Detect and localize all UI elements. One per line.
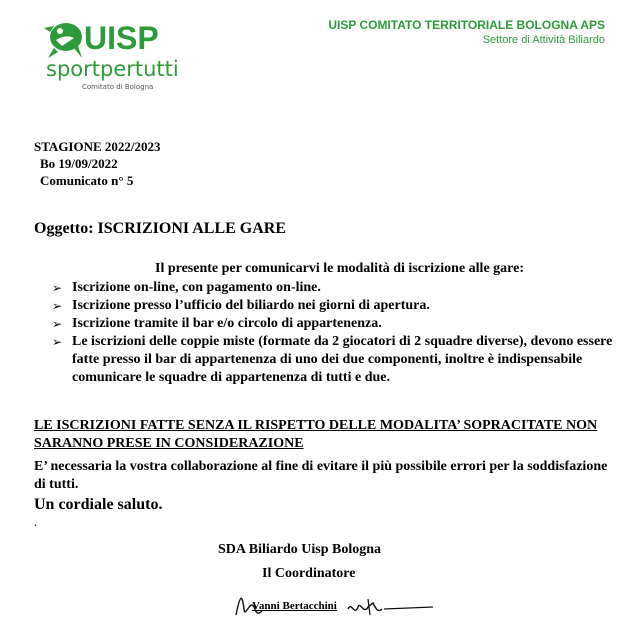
list-item-text: Iscrizione on-line, con pagamento on-line. [72,280,321,295]
list-item [52,297,612,315]
arrow-bullet-icon: ➢ [52,317,63,331]
arrow-bullet-icon: ➢ [52,281,63,295]
org-name: UISP COMITATO TERRITORIALE BOLOGNA APS [328,18,605,32]
organisation-header [328,18,605,47]
logo-tagline: sportpertutti [46,57,179,81]
registration-modes-list [52,279,612,387]
signatory-name: Vanni Bertacchini [252,600,337,612]
intro-paragraph: Il presente per comunicarvi le modalità di iscrizione alle gare: [155,261,524,276]
date-line: Bo 19/09/2022 [40,156,118,171]
list-item-text: Le iscrizioni delle coppie miste (formate da 2 giocatori di 2 squadre diverse), devono essere fatte presso il bar di appartenenza di uno dei due componenti, inoltre è indispensabile comunicare le squadre di appartenenza di tutti e due. [72,334,613,385]
list-item-text: Iscrizione presso l’ufficio del biliardo nei giorni di apertura. [72,298,430,313]
season-line: STAGIONE 2022/2023 [34,139,161,154]
arrow-bullet-icon: ➢ [52,299,63,313]
signatory-role: Il Coordinatore [262,566,356,581]
uisp-logo [44,14,204,94]
signatory-organisation: SDA Biliardo Uisp Bologna [218,542,381,557]
logo-brand: UISP [84,20,159,56]
warning-paragraph: LE ISCRIZIONI FATTE SENZA IL RISPETTO DELLE MODALITA’ SOPRACITATE NON SARANNO PRESE IN CONSIDERAZIONE [34,418,598,451]
list-item-text: Iscrizione tramite il bar e/o circolo di appartenenza. [72,316,382,331]
arrow-bullet-icon: ➢ [52,335,63,349]
collaboration-paragraph: E’ necessaria la vostra collaborazione al fine di evitare il più possibile errori per la soddisfazione di tutti. [34,459,608,492]
org-sector: Settore di Attività Biliardo [482,34,605,46]
subject-line: Oggetto: ISCRIZIONI ALLE GARE [34,220,287,237]
stray-dot: . [34,515,37,529]
uisp-logo-graphic [44,14,204,94]
list-item [52,333,622,387]
list-item [52,315,612,333]
closing-line: Un cordiale saluto. [34,496,163,513]
notice-number: Comunicato n° 5 [40,173,134,188]
list-item [52,279,612,297]
logo-subline: Comitato di Bologna [82,83,154,91]
